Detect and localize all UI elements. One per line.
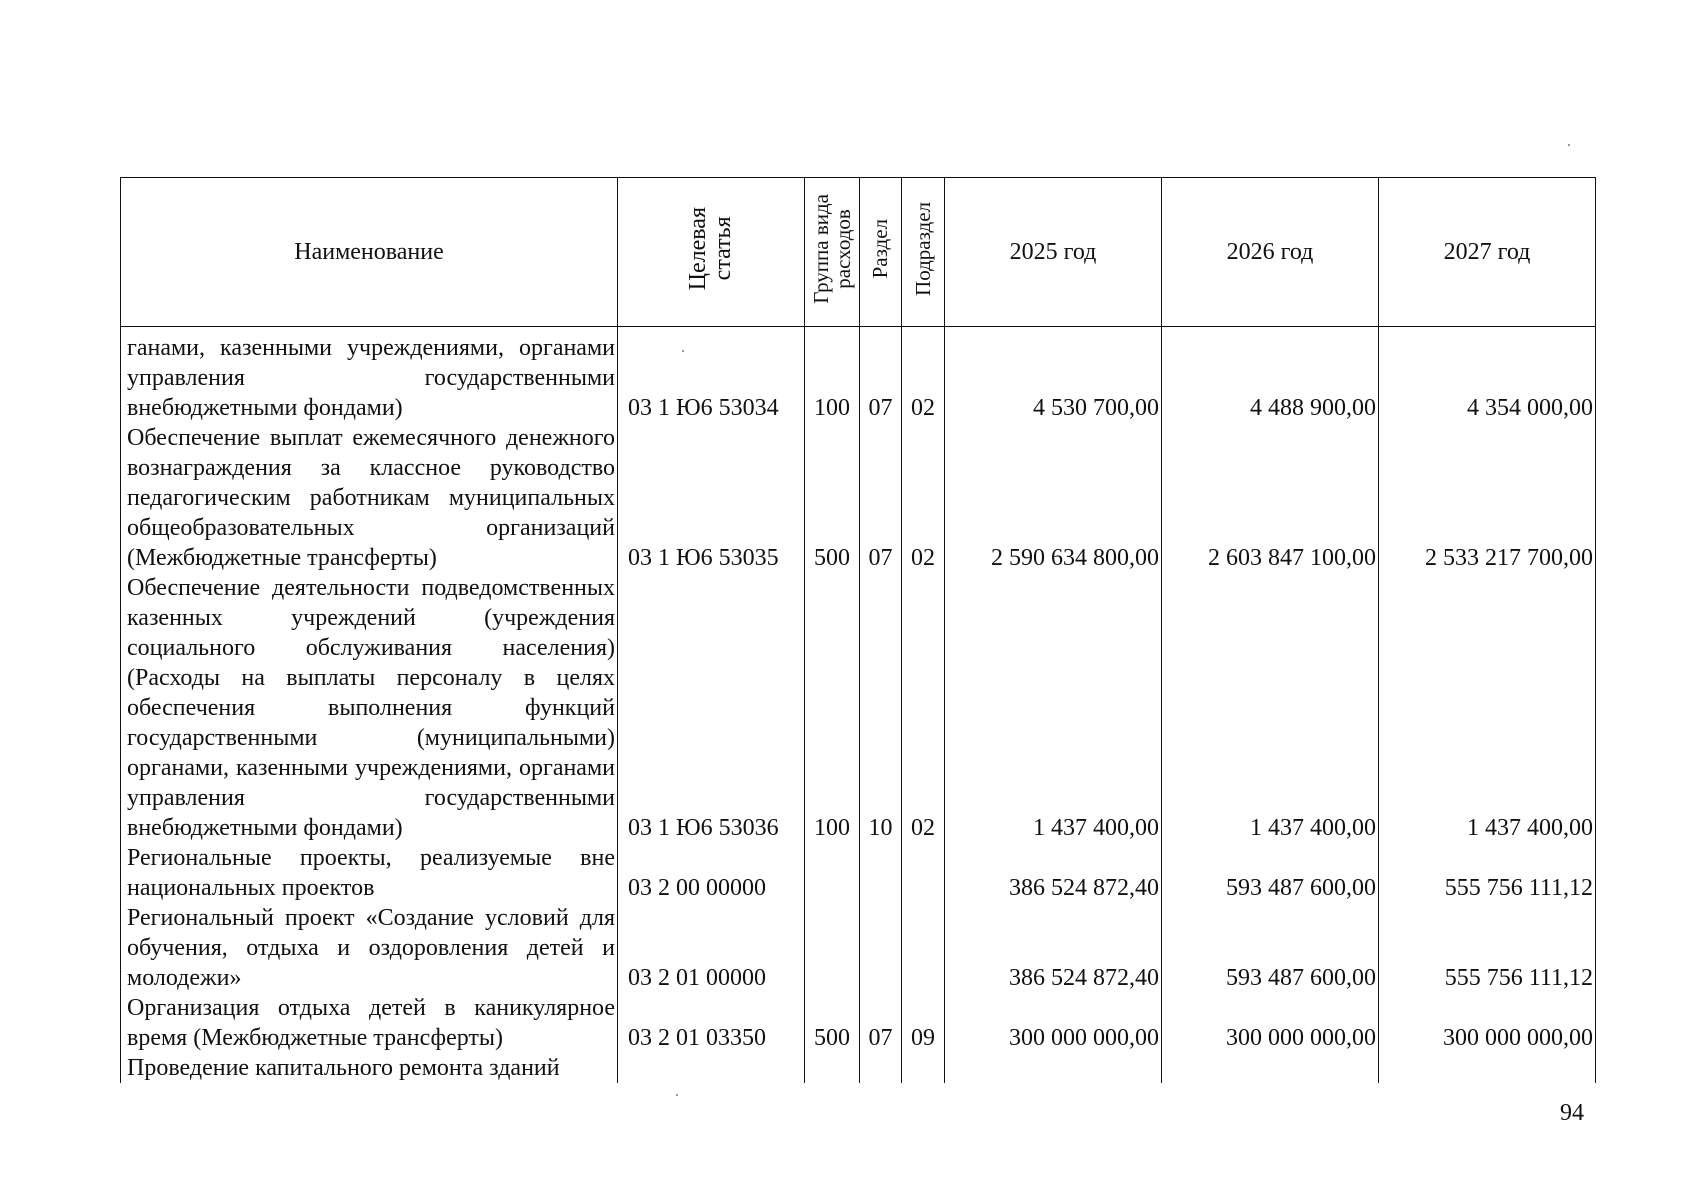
header-2025: 2025 год [945,178,1162,327]
row-2025: 4 530 700,00 [945,327,1162,424]
row-2026 [1162,1053,1379,1083]
row-2026: 2 603 847 100,00 [1162,423,1379,573]
row-2027 [1379,1053,1596,1083]
row-code: 03 2 00 00000 [618,843,805,903]
row-2025 [945,1053,1162,1083]
row-2026: 593 487 600,00 [1162,843,1379,903]
row-section [860,843,902,903]
row-section [860,1053,902,1083]
row-2027: 1 437 400,00 [1379,573,1596,843]
row-name: Региональные проекты, реализуемые вне национальных проектов [121,843,618,903]
row-name: Проведение капитального ремонта зданий [121,1053,618,1083]
row-2027: 300 000 000,00 [1379,993,1596,1053]
row-2026: 300 000 000,00 [1162,993,1379,1053]
row-name: Обеспечение деятельности подведомственных казенных учреждений (учреждения социального обслуживания населения) (Расходы на выплаты персоналу в целях обеспечения выполнения функций государственными (муниципальными) органами, казенными учреждениями, органами управления государственными внебюджетными фондами) [121,573,618,843]
table-row [121,327,1596,424]
row-2027: 555 756 111,12 [1379,843,1596,903]
row-section: 10 [860,573,902,843]
row-group [805,903,860,993]
header-name: Наименование [121,178,618,327]
table-row [121,423,1596,573]
row-name: ганами, казенными учреждениями, органами управления государственными внебюджетными фондами) [121,327,618,424]
row-2026: 1 437 400,00 [1162,573,1379,843]
row-code: 03 2 01 00000 [618,903,805,993]
row-2025: 2 590 634 800,00 [945,423,1162,573]
table-row [121,843,1596,903]
header-group: Группа вида расходов [805,178,860,327]
row-subsection [902,1053,945,1083]
header-2026: 2026 год [1162,178,1379,327]
header-section: Раздел [860,178,902,327]
scan-speck [676,1094,678,1096]
page-number: 94 [1560,1100,1584,1126]
header-2027: 2027 год [1379,178,1596,327]
table-row [121,573,1596,843]
header-code: Целевая статья [618,178,805,327]
row-2026: 593 487 600,00 [1162,903,1379,993]
row-group: 100 [805,327,860,424]
row-subsection: 09 [902,993,945,1053]
row-code: 03 1 Ю6 53036 [618,573,805,843]
row-2027: 555 756 111,12 [1379,903,1596,993]
row-subsection: 02 [902,327,945,424]
row-code [618,1053,805,1083]
row-code: 03 1 Ю6 53034 [618,327,805,424]
row-2025: 300 000 000,00 [945,993,1162,1053]
row-code: 03 1 Ю6 53035 [618,423,805,573]
row-group [805,1053,860,1083]
row-section: 07 [860,423,902,573]
table-header-row [121,178,1596,327]
row-name: Региональный проект «Создание условий для обучения, отдыха и оздоровления детей и молодежи» [121,903,618,993]
row-section: 07 [860,993,902,1053]
budget-table [120,177,1596,1083]
row-2026: 4 488 900,00 [1162,327,1379,424]
row-subsection: 02 [902,423,945,573]
table-row [121,1053,1596,1083]
row-section: 07 [860,327,902,424]
row-2025: 1 437 400,00 [945,573,1162,843]
row-2027: 2 533 217 700,00 [1379,423,1596,573]
scan-speck [682,350,684,352]
row-subsection [902,843,945,903]
row-2025: 386 524 872,40 [945,903,1162,993]
row-group [805,843,860,903]
header-subsection: Подраздел [902,178,945,327]
scan-speck [1568,144,1570,146]
row-code: 03 2 01 03350 [618,993,805,1053]
row-group: 500 [805,423,860,573]
row-group: 500 [805,993,860,1053]
row-2027: 4 354 000,00 [1379,327,1596,424]
row-group: 100 [805,573,860,843]
table-row [121,993,1596,1053]
row-2025: 386 524 872,40 [945,843,1162,903]
table-row [121,903,1596,993]
row-name: Организация отдыха детей в каникулярное время (Межбюджетные трансферты) [121,993,618,1053]
row-subsection: 02 [902,573,945,843]
row-section [860,903,902,993]
row-subsection [902,903,945,993]
row-name: Обеспечение выплат ежемесячного денежного вознаграждения за классное руководство педагогическим работникам муниципальных общеобразовательных организаций (Межбюджетные трансферты) [121,423,618,573]
